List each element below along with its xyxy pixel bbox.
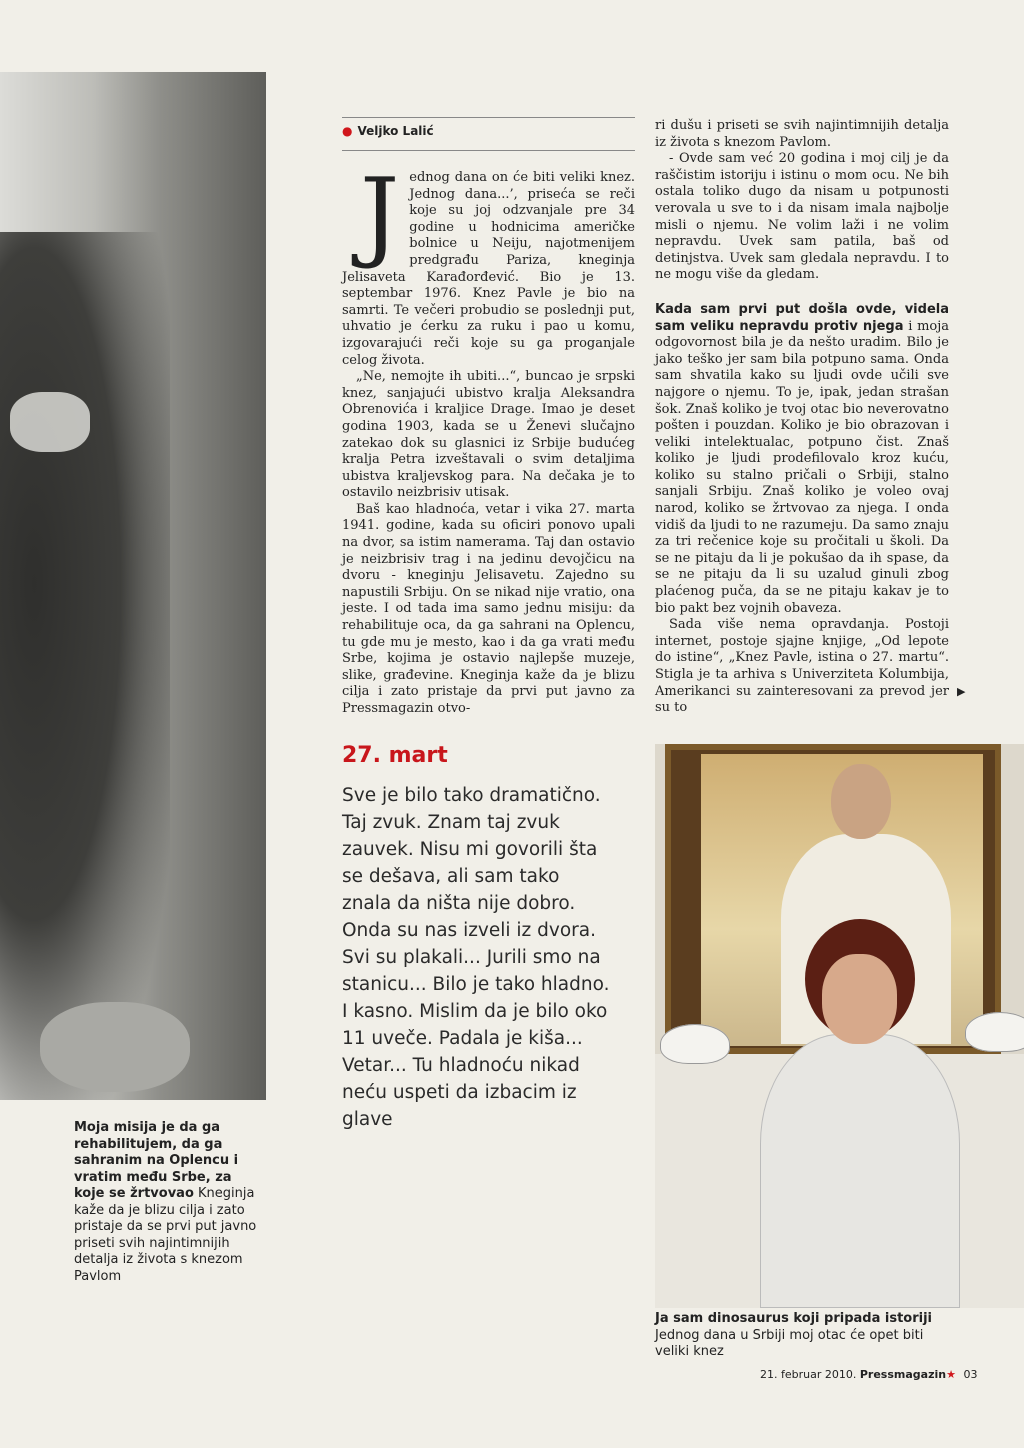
article-paragraph: ri dušu i priseti se svih najintimnijih detalja iz života s knezom Pavlom. [655,118,949,150]
article-paragraph [655,302,949,617]
photo-uniform-sleeve [0,232,170,1100]
dropcap: J [360,158,400,272]
photo-hand [40,1002,190,1092]
footer-date: 21. februar 2010. [760,1368,857,1381]
footer-magazine: Pressmagazin [859,1368,947,1381]
woman-figure [760,1034,960,1308]
page-footer [760,1368,978,1381]
article-column-middle [342,158,635,718]
star-icon: ★ [946,1368,956,1381]
continue-arrow-icon: ▶ [957,685,966,698]
caption-right-text: Jednog dana u Srbiji moj otac će opet biti veliki knez [655,1327,924,1359]
article-paragraph: - Ovde sam već 20 godina i moj cilj je da raščistim istoriju i istinu o mom ocu. Ne bih ostala toliko dugo da nisam u potpunosti verovala u sve to i da nisam imala najbolje misli o njemu. Ne volim laži i ne volim nepravdu. Uvek sam patila, baš od detinjstva. Uvek sam gledala nepravdu. I to ne mogu više da gledam. [655,151,949,283]
article-paragraph: Baš kao hladnoća, vetar i vika 27. marta 1941. godine, kada su oficiri ponovo upali na dvor, sa istim namerama. Taj dan ostavio je neizbrisiv trag i na jedinu devojčicu na dvoru - kneginju Jelisavetu. Zajedno su napustili Srbiju. On se nikad nije vratio, ona jeste. I od tada ima samo jednu misiju: da rehabilituje oca, da ga sahrani na Oplencu, tu gde mu je mesto, kao i da ga vrati među Srbe, kojima je ostavio najlepše muzeje, slike, građevine. Kneginja kaže da je blizu cilja i zato pristaje da prvi put javno za Pressmagazin otvo- [342,501,635,716]
caption-left-text: Kneginja kaže da je blizu cilja i zato pristaje da se prvi put javno priseti svih najintimnijih detalja iz života s knezom Pavlom [74,1186,257,1284]
bullet-dot-icon: ● [342,124,353,138]
pull-quote: Sve je bilo tako dramatično. Taj zvuk. Znam taj zvuk zauvek. Nisu mi govorili šta se dešava, ali sam tako znala da ništa nije dobro. Onda su nas izveli iz dvora. Svi su plakali... Jurili smo na stanicu... Bilo je tako hladno. I kasno. Mislim da je bilo oko 11 uveče. Padala je kiša... Vetar... Tu hladnoću nikad neću uspeti da izbacim iz glave [342,785,610,1130]
paragraph-text: i moja odgovornost bila je da nešto uradim. Bilo je jako teško jer sam bila potpuno sama. Onda sam shvatila kako su ljudi ovde učili sve najgore o njemu. To je, ipak, jedan strašan šok. Znaš koliko je tvoj otac bio neverovatno pošten i pouzdan. Koliko je bio obrazovan i veliki intelektualac, potpuno čist. Znaš koliko je ljudi prodefilovalo kroz kuću, koliko su stalno pričali o Srbiji, stalno sanjali Srbiju. Znaš koliko je voleo ovaj narod, koliko se žrtvovao za njega. I onda vidiš da ljudi to ne razumeju. Da samo znaju za tri rečenice koje su pročitali u školi. Da se ne pitaju da li je pokušao da ih spase, da se ne pitaju da li su uzalud ginuli zbog plaćenog puča, da se ne pitaju kakav je to bio pakt bez vojnih obaveza. [655,318,949,616]
page-number: 03 [963,1368,978,1381]
portrait-photo-right [655,744,1024,1308]
painting-head [831,764,891,839]
article-paragraph: Sada više nema opravdanja. Postoji internet, postoje sjajne knjige, „Od lepote do istine“, „Knez Pavle, istina o 27. martu“. Stigla je ta arhiva s Univerziteta Kolumbija, Amerikanci su zainteresovani za prevod jer su to [655,617,949,716]
caption-right [655,1311,949,1361]
subhead-lead: Kada sam prvi put došla ovde, videla sam veliku nepravdu protiv njega [655,301,949,334]
tureen-left [660,1024,730,1064]
caption-right-bold: Ja sam dinosaurus koji pripada istoriji [655,1311,932,1326]
pull-quote-heading: 27. mart [342,743,448,768]
article-paragraph [342,158,635,369]
article-column-right [655,118,949,717]
article-paragraph: „Ne, nemojte ih ubiti...“, buncao je srpski knez, sanjajući ubistvo kralja Aleksandra Obrenovića i kraljice Drage. Imao je deset godina 1903, kada se u Ženevi slučajno zatekao dok su glasnici iz Srbije budućeg kralja Petra izveštavali o svim detaljima ubistva kraljevskog para. Na dečaka je to ostavilo neizbrisiv utisak. [342,369,635,501]
author-name: Veljko Lalić [357,124,434,138]
byline [342,117,635,151]
photo-cuff [10,392,90,452]
woman-face [822,954,897,1044]
paragraph-text: ednog dana on će biti veliki knez. Jednog dana...’, priseća se reči koje su joj odzvanjale pre 34 godine u hodnicima američke bolnice u Neiju, najotmenijem predgrađu Pariza, kneginja Jelisaveta Karađorđević. Bio je 13. septembar 1976. Knez Pavle je bio na samrti. Te večeri probudio se poslednji put, uhvatio je ćerku za ruku i pao u komu, izgovarajući reči koje su ga proganjale celog života. [342,170,635,368]
caption-left [74,1120,266,1285]
archival-photo-left [0,72,266,1100]
tureen-right [965,1012,1024,1052]
caption-left-bold: Moja misija je da ga rehabilitujem, da ga sahranim na Oplencu i vratim među Srbe, za koje se žrtvovao [74,1120,239,1201]
